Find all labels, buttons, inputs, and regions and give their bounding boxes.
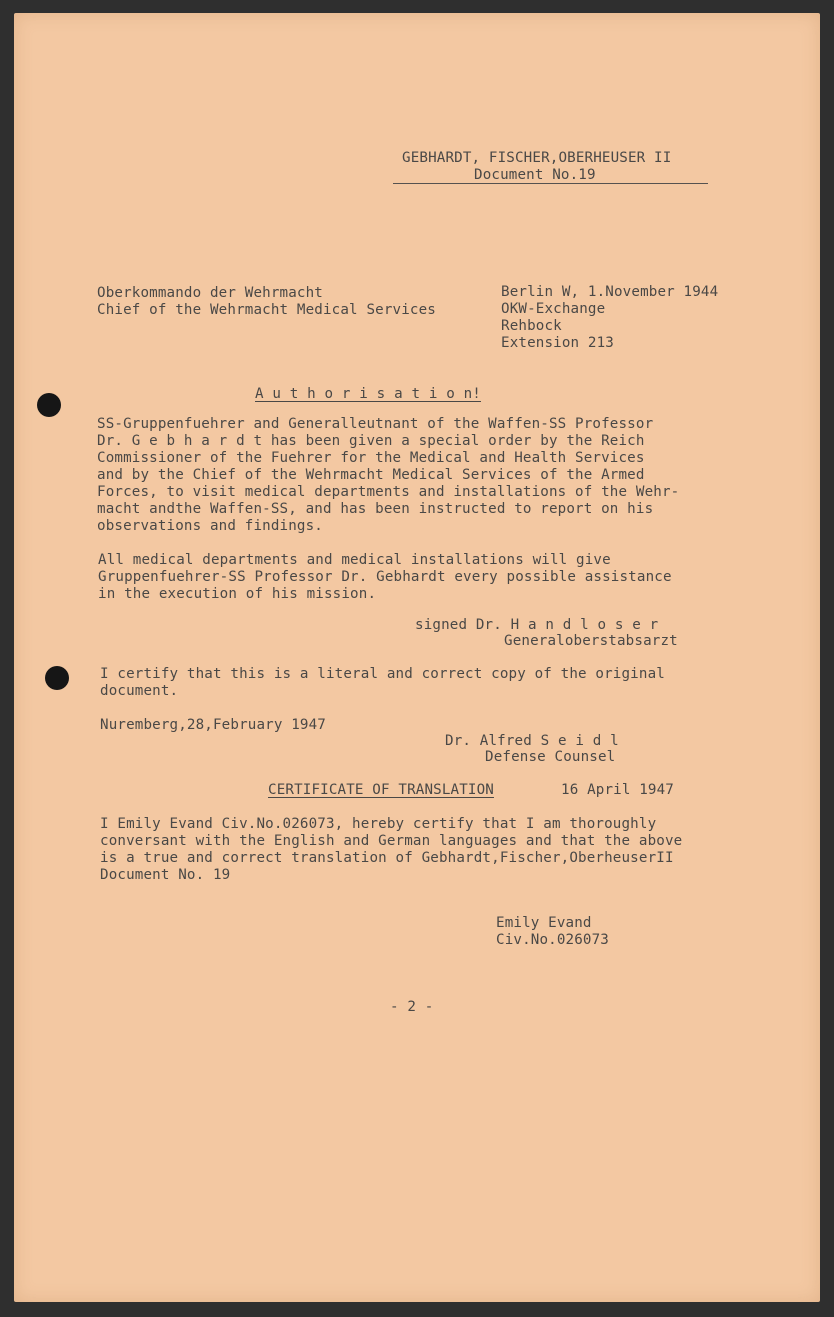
certify-line: I certify that this is a literal and correct copy of the original bbox=[100, 666, 665, 682]
certificate-line: I Emily Evand Civ.No.026073, hereby certify that I am thoroughly bbox=[100, 816, 657, 832]
signature-seidl: Dr. Alfred S e i d l bbox=[445, 733, 619, 749]
body-line: in the execution of his mission. bbox=[98, 586, 377, 602]
place-date: Nuremberg,28,February 1947 bbox=[100, 717, 326, 733]
letterhead-office: Chief of the Wehrmacht Medical Services bbox=[97, 302, 436, 318]
certificate-line: conversant with the English and German languages and that the above bbox=[100, 833, 683, 849]
certificate-title: CERTIFICATE OF TRANSLATION bbox=[268, 782, 494, 798]
body-line: Forces, to visit medical departments and installations of the Wehr- bbox=[97, 484, 680, 500]
punch-hole bbox=[45, 666, 69, 690]
certificate-line: is a true and correct translation of Gebhardt,Fischer,OberheuserII bbox=[100, 850, 674, 866]
letterhead-exchange: OKW-Exchange bbox=[501, 301, 606, 317]
letterhead-extension: Extension 213 bbox=[501, 335, 614, 351]
document-title: A u t h o r i s a t i o n! bbox=[255, 386, 481, 402]
body-line: All medical departments and medical installations will give bbox=[98, 552, 611, 568]
page-number: - 2 - bbox=[390, 999, 434, 1015]
body-line: and by the Chief of the Wehrmacht Medical Services of the Armed bbox=[97, 467, 645, 483]
letterhead-date: Berlin W, 1.November 1944 bbox=[501, 284, 719, 300]
signature-seidl-title: Defense Counsel bbox=[485, 749, 616, 765]
certify-line: document. bbox=[100, 683, 179, 699]
document-page bbox=[14, 13, 820, 1302]
certificate-date: 16 April 1947 bbox=[561, 782, 674, 798]
translator-civ-number: Civ.No.026073 bbox=[496, 932, 609, 948]
body-line: Dr. G e b h a r d t has been given a special order by the Reich bbox=[97, 433, 645, 449]
body-line: SS-Gruppenfuehrer and Generalleutnant of the Waffen-SS Professor bbox=[97, 416, 654, 432]
letterhead-rehbock: Rehbock bbox=[501, 318, 562, 334]
signature-handloser: signed Dr. H a n d l o s e r bbox=[415, 617, 659, 633]
body-line: Gruppenfuehrer-SS Professor Dr. Gebhardt every possible assistance bbox=[98, 569, 672, 585]
header-document-number: Document No.19 bbox=[474, 167, 596, 183]
body-line: observations and findings. bbox=[97, 518, 323, 534]
translator-name: Emily Evand bbox=[496, 915, 592, 931]
body-line: Commissioner of the Fuehrer for the Medical and Health Services bbox=[97, 450, 645, 466]
header-title: GEBHARDT, FISCHER,OBERHEUSER II bbox=[402, 150, 672, 166]
signature-handloser-title: Generaloberstabsarzt bbox=[504, 633, 678, 649]
letterhead-org: Oberkommando der Wehrmacht bbox=[97, 285, 323, 301]
punch-hole bbox=[37, 393, 61, 417]
header-underline bbox=[393, 183, 708, 184]
body-line: macht andthe Waffen-SS, and has been instructed to report on his bbox=[97, 501, 654, 517]
certificate-line: Document No. 19 bbox=[100, 867, 231, 883]
